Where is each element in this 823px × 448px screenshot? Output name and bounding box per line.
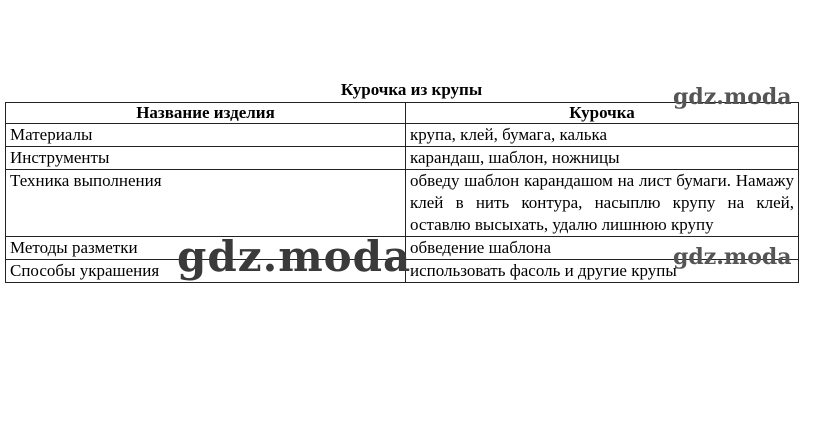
row-label: Инструменты: [6, 147, 406, 170]
table-header-cell: Название изделия: [6, 103, 406, 124]
row-label: Способы украшения: [6, 260, 406, 283]
row-label: Материалы: [6, 124, 406, 147]
table-row: [6, 147, 799, 170]
row-label: Техника выполнения: [6, 170, 406, 237]
watermark: gdz.moda: [673, 84, 792, 110]
table-header-row: [6, 103, 799, 124]
table-row: [6, 237, 799, 260]
row-value: крупа, клей, бумага, калька: [406, 124, 799, 147]
table-row: [6, 124, 799, 147]
row-value: обведу шаблон карандашом на лист бумаги. Намажу клей в нить контура, насыплю крупу на клей, оставлю высыхать, удалю лишнюю крупу: [406, 170, 799, 237]
row-value: карандаш, шаблон, ножницы: [406, 147, 799, 170]
table-header-cell: Курочка: [406, 103, 799, 124]
watermark: gdz.moda: [673, 244, 792, 270]
row-value: обведение шаблона: [406, 237, 799, 260]
table-row: [6, 170, 799, 237]
table-row: [6, 260, 799, 283]
product-table: [5, 102, 799, 283]
row-value: использовать фасоль и другие крупы: [406, 260, 799, 283]
document-title: Курочка из крупы: [340, 80, 483, 99]
watermark: gdz.moda: [177, 232, 412, 281]
row-label: Методы разметки: [6, 237, 406, 260]
